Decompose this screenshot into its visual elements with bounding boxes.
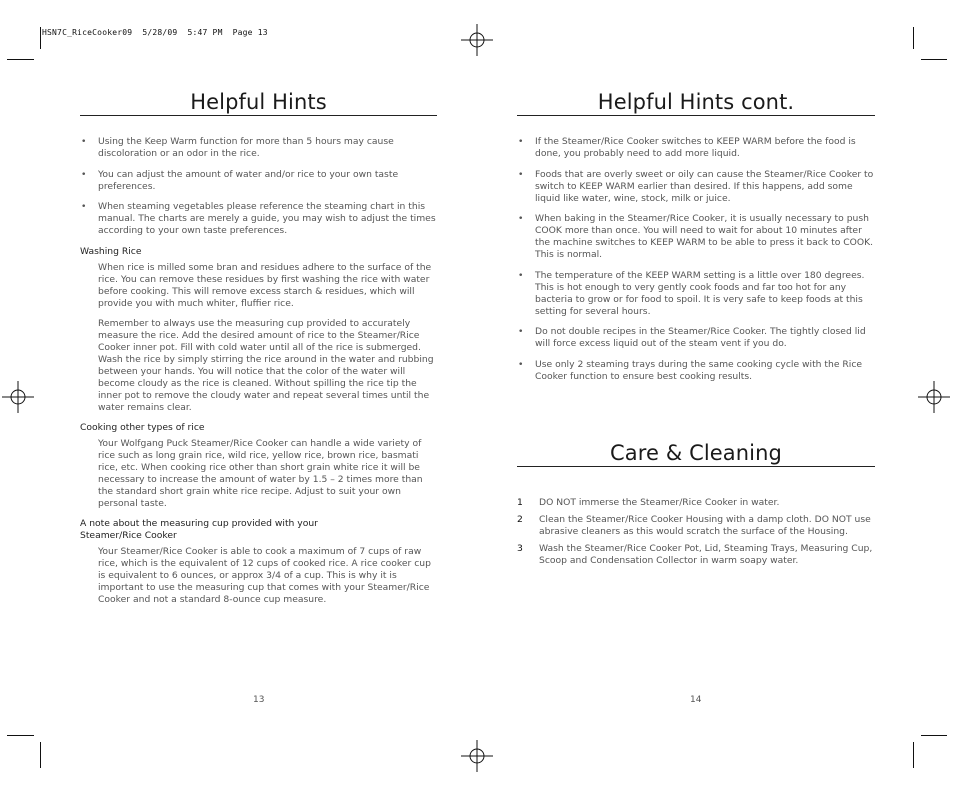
step-number: 2 — [517, 514, 523, 525]
registration-mark-icon — [2, 381, 34, 413]
bullet-icon: • — [81, 168, 87, 180]
care-steps-list — [517, 497, 875, 567]
bullet-icon: • — [81, 136, 87, 147]
page-title: Helpful Hints cont. — [597, 90, 795, 114]
registration-mark-icon — [461, 24, 493, 56]
list-item: • You can adjust the amount of water and/or rice to your own taste preferences. — [81, 168, 399, 192]
list-item: 1 DO NOT immerse the Steamer/Rice Cooker in water. — [517, 497, 780, 508]
other-rice-heading: Cooking other types of rice — [80, 421, 205, 433]
bullet-icon: • — [518, 136, 524, 147]
crop-mark — [921, 735, 947, 736]
bullet-icon: • — [81, 201, 87, 212]
page-number: 13 — [253, 695, 265, 705]
left-page — [80, 90, 437, 614]
list-item: 3 Wash the Steamer/Rice Cooker Pot, Lid, Steaming Trays, Measuring Cup, Scoop and Condensation Collector in warm soapy water. — [517, 543, 873, 566]
hints-list — [80, 136, 437, 237]
other-rice-paragraph: Your Wolfgang Puck Steamer/Rice Cooker can handle a wide variety of rice such as long grain rice, wild rice, yellow rice, brown rice, basmati rice, etc. When cooking rice other than short grain white rice it will be necessary to increase the amount of water by 1.5 – 2 times more than the standard short grain white rice recipe. Adjust to suit your own personal taste. — [98, 437, 423, 509]
bullet-icon: • — [518, 358, 524, 370]
page-number: 14 — [690, 695, 702, 705]
crop-mark — [913, 742, 914, 768]
crop-mark — [913, 27, 914, 49]
crop-mark — [40, 742, 41, 768]
crop-mark — [40, 27, 41, 49]
crop-mark — [7, 59, 34, 60]
list-item: • Use only 2 steaming trays during the same cooking cycle with the Rice Cooker function to ensure best cooking results. — [518, 358, 863, 382]
hints-list — [517, 136, 875, 383]
bullet-icon: • — [518, 326, 524, 337]
bullet-icon: • — [518, 213, 524, 224]
step-number: 1 — [517, 497, 523, 508]
step-number: 3 — [517, 543, 523, 554]
list-item: • Do not double recipes in the Steamer/Rice Cooker. The tightly closed lid will force excess liquid out of the steam vent if you do. — [518, 326, 866, 349]
list-item: • Foods that are overly sweet or oily can cause the Steamer/Rice Cooker to switch to KEEP WARM earlier than desired. If this happens, add some liquid like water, wine, stock, milk or juice. — [518, 168, 874, 204]
registration-mark-icon — [461, 740, 493, 772]
list-item: • When baking in the Steamer/Rice Cooker, it is usually necessary to push COOK more than once. You will need to wait for about 10 minutes after the machine switches to KEEP WARM to be able to press it back to COOK. This is normal. — [518, 213, 874, 260]
list-item: 2 Clean the Steamer/Rice Cooker Housing with a damp cloth. DO NOT use abrasive cleaners as this would scratch the surface of the Housing. — [517, 514, 871, 537]
registration-mark-icon — [918, 381, 950, 413]
bullet-icon: • — [518, 269, 524, 281]
washing-rice-paragraph: When rice is milled some bran and residues adhere to the surface of the rice. You can remove these residues by first washing the rice with water before cooking. This will remove excess starch & residues, which will provide you with much whiter, fluffier rice. — [98, 261, 432, 309]
page-title: Helpful Hints — [190, 90, 327, 114]
measuring-cup-heading: A note about the measuring cup provided with your Steamer/Rice Cooker — [80, 517, 318, 541]
washing-rice-paragraph: Remember to always use the measuring cup provided to accurately measure the rice. Add the desired amount of rice to the Steamer/Rice Cooker inner pot. Fill with cold water until all of the rice is submerged. Wash the rice by simply stirring the rice around in the water and rubbing between your hands. You will notice that the color of the water will become cloudy as the rice is cleaned. Without spilling the rice tip the inner pot to remove the cloudy water and repeat several times until the water remains clear. — [98, 317, 434, 413]
print-slug: HSN7C_RiceCooker09 5/28/09 5:47 PM Page 13 — [42, 28, 268, 37]
list-item: • Using the Keep Warm function for more than 5 hours may cause discoloration or an odor in the rice. — [81, 136, 394, 159]
right-page — [517, 90, 875, 391]
section-title: Care & Cleaning — [610, 441, 782, 465]
list-item: • The temperature of the KEEP WARM setting is a little over 180 degrees. This is hot enough to very gently cook foods and far too hot for any bacteria to grow or for food to spoil. It is very safe to keep foods at this setting for several hours. — [518, 269, 865, 317]
list-item: • If the Steamer/Rice Cooker switches to KEEP WARM before the food is done, you probably need to add more liquid. — [518, 136, 856, 159]
crop-mark — [921, 59, 947, 60]
crop-mark — [7, 735, 34, 736]
washing-rice-heading: Washing Rice — [80, 245, 142, 257]
bullet-icon: • — [518, 168, 524, 180]
list-item: • When steaming vegetables please reference the steaming chart in this manual. The charts are merely a guide, you may wish to adjust the times according to your own taste preferences. — [81, 201, 436, 236]
measuring-cup-paragraph: Your Steamer/Rice Cooker is able to cook a maximum of 7 cups of raw rice, which is the equivalent of 12 cups of cooked rice. A rice cooker cup is equivalent to 6 ounces, or approx 3/4 of a cup. This is why it is important to use the measuring cup that comes with your Steamer/Rice Cooker and not a standard 8-ounce cup measure. — [98, 545, 431, 605]
care-cleaning-section — [517, 441, 875, 572]
